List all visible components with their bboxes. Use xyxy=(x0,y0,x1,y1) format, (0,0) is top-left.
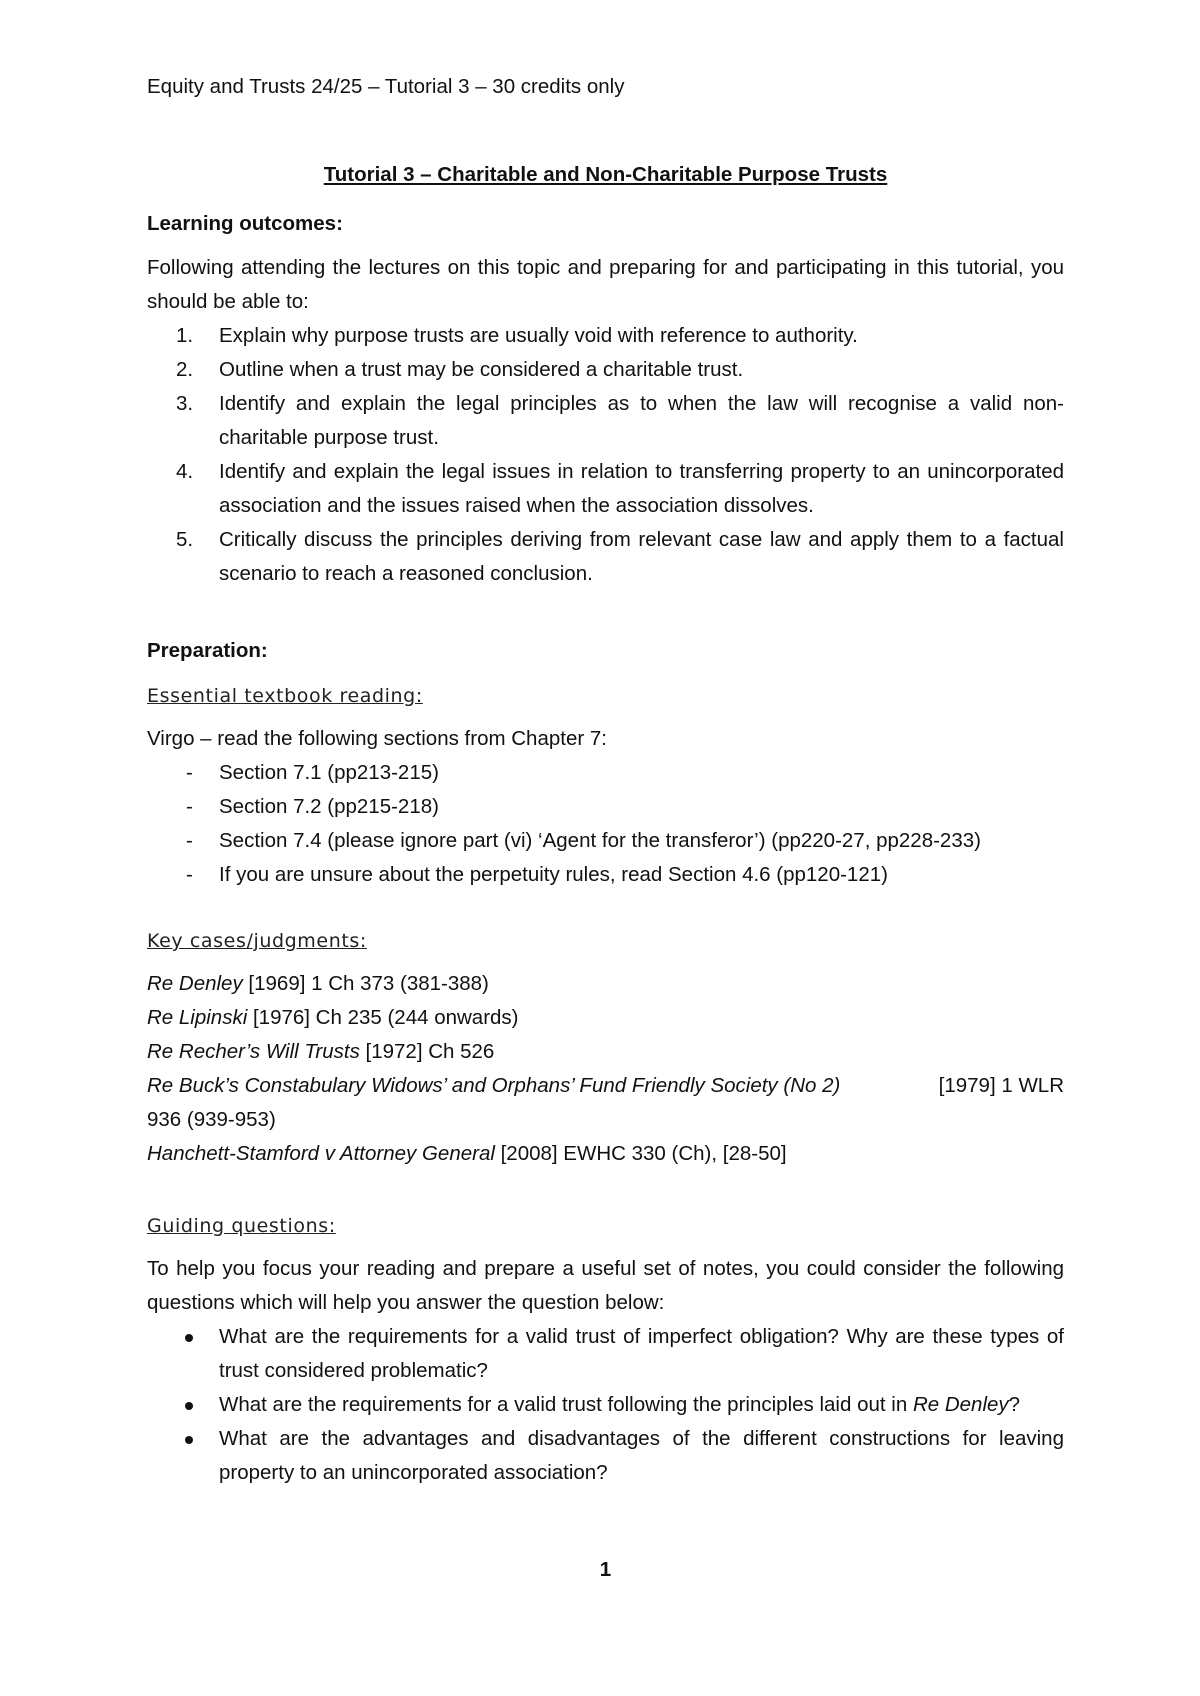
case-name: Re Lipinski xyxy=(147,1006,248,1029)
outcome-text: Outline when a trust may be considered a charitable trust. xyxy=(219,358,744,381)
case-citation: [1969] 1 Ch 373 (381-388) xyxy=(242,972,489,995)
dash-marker: - xyxy=(186,761,193,784)
guiding-question-item xyxy=(147,1320,1064,1388)
reading-section-text: Section 7.4 (please ignore part (vi) ‘Agent for the transferor’) (pp220-27, pp228-233) xyxy=(219,829,981,852)
guiding-questions-intro: To help you focus your reading and prepare a useful set of notes, you could consider the following questions which will help you answer the question below: xyxy=(147,1257,1064,1314)
outcome-text: Critically discuss the principles deriving from relevant case law and apply them to a factual scenario to reach a reasoned conclusion. xyxy=(219,528,1064,585)
page-header: Equity and Trusts 24/25 – Tutorial 3 – 30 credits only xyxy=(147,75,625,98)
outcome-number: 4. xyxy=(176,460,194,483)
case-entry xyxy=(147,1069,1064,1103)
case-citation: [1972] Ch 526 xyxy=(359,1040,495,1063)
guiding-question-item xyxy=(147,1422,1064,1490)
document-page xyxy=(147,0,1064,1696)
case-name: Hanchett-Stamford v Attorney General xyxy=(147,1142,495,1165)
reading-section-text: If you are unsure about the perpetuity rules, read Section 4.6 (pp120-121) xyxy=(219,863,888,886)
dash-marker: - xyxy=(186,829,193,852)
outcome-text: Identify and explain the legal issues in relation to transferring property to an unincorporated association and the issues raised when the association dissolves. xyxy=(219,460,1064,517)
guiding-questions-list xyxy=(147,1320,1064,1490)
case-citation: 936 (939-953) xyxy=(147,1108,276,1131)
reading-section-item xyxy=(147,790,1064,824)
essential-reading-heading: Essential textbook reading: xyxy=(147,685,423,707)
bullet-icon xyxy=(185,1436,193,1444)
guiding-question-text: What are the advantages and disadvantages of the different constructions for leaving property to an unincorporated association? xyxy=(219,1427,1064,1484)
reading-sections-list xyxy=(147,756,1064,892)
reading-section-text: Section 7.2 (pp215-218) xyxy=(219,795,439,818)
case-name: Re Denley xyxy=(912,1393,1009,1416)
guiding-question-text: ? xyxy=(1008,1393,1021,1416)
guiding-question-text: What are the requirements for a valid trust of imperfect obligation? Why are these types of trust considered problematic? xyxy=(219,1325,1064,1382)
reading-section-item xyxy=(147,756,1064,790)
outcome-number: 2. xyxy=(176,358,194,381)
guiding-question-text: What are the requirements for a valid trust following the principles laid out in xyxy=(219,1393,913,1416)
dash-marker: - xyxy=(186,795,193,818)
reading-section-item xyxy=(147,858,1064,892)
outcome-item xyxy=(147,353,1064,387)
outcome-text: Identify and explain the legal principles as to when the law will recognise a valid non-charitable purpose trust. xyxy=(219,392,1064,449)
page-title: Tutorial 3 – Charitable and Non-Charitable Purpose Trusts xyxy=(323,163,888,186)
guiding-question-item xyxy=(147,1388,1064,1422)
preparation-heading: Preparation: xyxy=(147,639,268,662)
outcome-number: 1. xyxy=(176,324,194,347)
case-entry xyxy=(147,1001,1064,1035)
outcome-text: Explain why purpose trusts are usually void with reference to authority. xyxy=(219,324,858,347)
page-number: 1 xyxy=(599,1558,612,1581)
case-citation: [2008] EWHC 330 (Ch), [28-50] xyxy=(494,1142,787,1165)
key-cases-heading: Key cases/judgments: xyxy=(147,930,367,952)
outcome-item xyxy=(147,455,1064,523)
outcome-number: 3. xyxy=(176,392,194,415)
case-citation: [1979] 1 WLR xyxy=(938,1074,1064,1097)
learning-outcomes-intro: Following attending the lectures on this topic and preparing for and participating in this tutorial, you should be able to: xyxy=(147,256,1064,313)
bullet-icon xyxy=(185,1402,193,1410)
virgo-intro: Virgo – read the following sections from Chapter 7: xyxy=(147,727,607,750)
dash-marker: - xyxy=(186,863,193,886)
learning-outcomes-list xyxy=(147,319,1064,591)
guiding-questions-heading: Guiding questions: xyxy=(147,1215,336,1237)
case-name: Re Buck’s Constabulary Widows’ and Orphans’ Fund Friendly Society (No 2) xyxy=(147,1074,841,1097)
outcome-item xyxy=(147,523,1064,591)
key-cases-list xyxy=(147,967,1064,1171)
case-entry xyxy=(147,1137,1064,1171)
reading-section-text: Section 7.1 (pp213-215) xyxy=(219,761,439,784)
outcome-item xyxy=(147,319,1064,353)
case-name: Re Recher’s Will Trusts xyxy=(147,1040,360,1063)
case-entry-continuation xyxy=(147,1103,1064,1137)
bullet-icon xyxy=(185,1334,193,1342)
outcome-number: 5. xyxy=(176,528,194,551)
learning-outcomes-heading: Learning outcomes: xyxy=(147,212,343,235)
case-entry xyxy=(147,967,1064,1001)
case-entry xyxy=(147,1035,1064,1069)
case-citation: [1976] Ch 235 (244 onwards) xyxy=(247,1006,519,1029)
case-name: Re Denley xyxy=(147,972,243,995)
reading-section-item xyxy=(147,824,1064,858)
outcome-item xyxy=(147,387,1064,455)
